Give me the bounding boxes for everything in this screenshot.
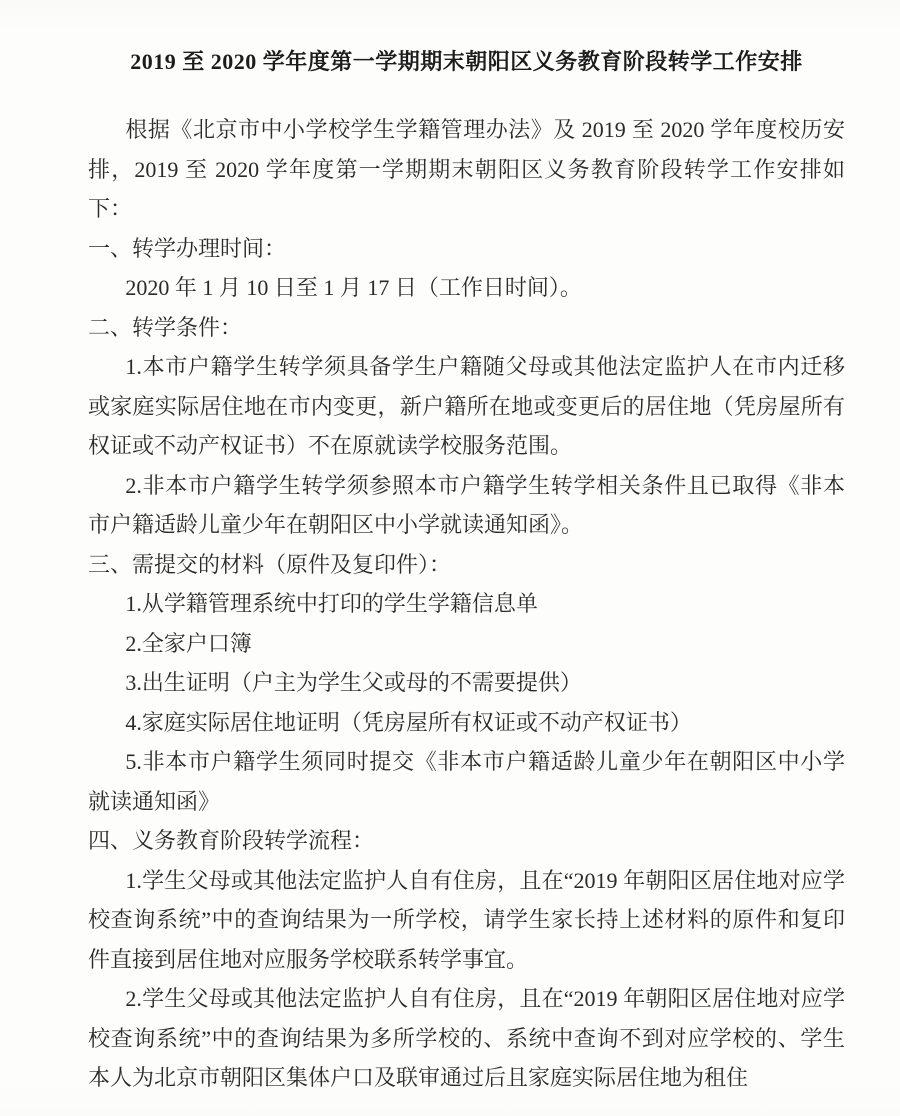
material-item-4: 4.家庭实际居住地证明（凭房屋所有权证或不动产权证书） <box>125 709 692 735</box>
document-title: 2019 至 2020 学年度第一学期期末朝阳区义务教育阶段转学工作安排 <box>130 49 803 74</box>
section-4-heading: 四、义务教育阶段转学流程： <box>88 828 375 853</box>
process-item-1: 1.学生父母或其他法定监护人自有住房，且在“2019 年朝阳区居住地对应学校查询系统”中的查询结果为一所学校，请学生家长持上述材料的原件和复印件直接到居住地对应服务学校联系转学事宜。 <box>88 867 845 972</box>
section-1-heading: 一、转学办理时间： <box>88 235 287 261</box>
section-3-heading: 三、需提交的材料（原件及复印件）： <box>88 551 452 577</box>
transfer-time-paragraph: 2020 年 1 月 10 日至 1 月 17 日（工作日时间）。 <box>125 275 582 300</box>
material-item-1: 1.从学籍管理系统中打印的学生学籍信息单 <box>125 591 538 616</box>
intro-paragraph: 根据《北京市中小学校学生学籍管理办法》及 2019 至 2020 学年度校历安排，2019 至 2020 学年度第一学期期末朝阳区义务教育阶段转学工作安排如下： <box>88 117 845 221</box>
material-item-3: 3.出生证明（户主为学生父或母的不需要提供） <box>125 670 582 695</box>
material-item-5: 5.非本市户籍学生须同时提交《非本市户籍适龄儿童少年在朝阳区中小学就读通知函》 <box>88 749 845 814</box>
condition-item-1: 1.本市户籍学生转学须具备学生户籍随父母或其他法定监护人在市内迁移或家庭实际居住地在市内变更，新户籍所在地或变更后的居住地（凭房屋所有权证或不动产权证书）不在原就读学校服务范围。 <box>88 354 845 458</box>
process-item-2: 2.学生父母或其他法定监护人自有住房，且在“2019 年朝阳区居住地对应学校查询系统”中的查询结果为多所学校的、系统中查询不到对应学校的、学生本人为北京市朝阳区集体户口及联审通过后且家庭实际居住地为租住 <box>88 986 845 1090</box>
section-2-heading: 二、转学条件： <box>88 314 243 340</box>
condition-item-2: 2.非本市户籍学生转学须参照本市户籍学生转学相关条件且已取得《非本市户籍适龄儿童少年在朝阳区中小学就读通知函》。 <box>88 472 845 537</box>
material-item-2: 2.全家户口簿 <box>125 630 252 656</box>
